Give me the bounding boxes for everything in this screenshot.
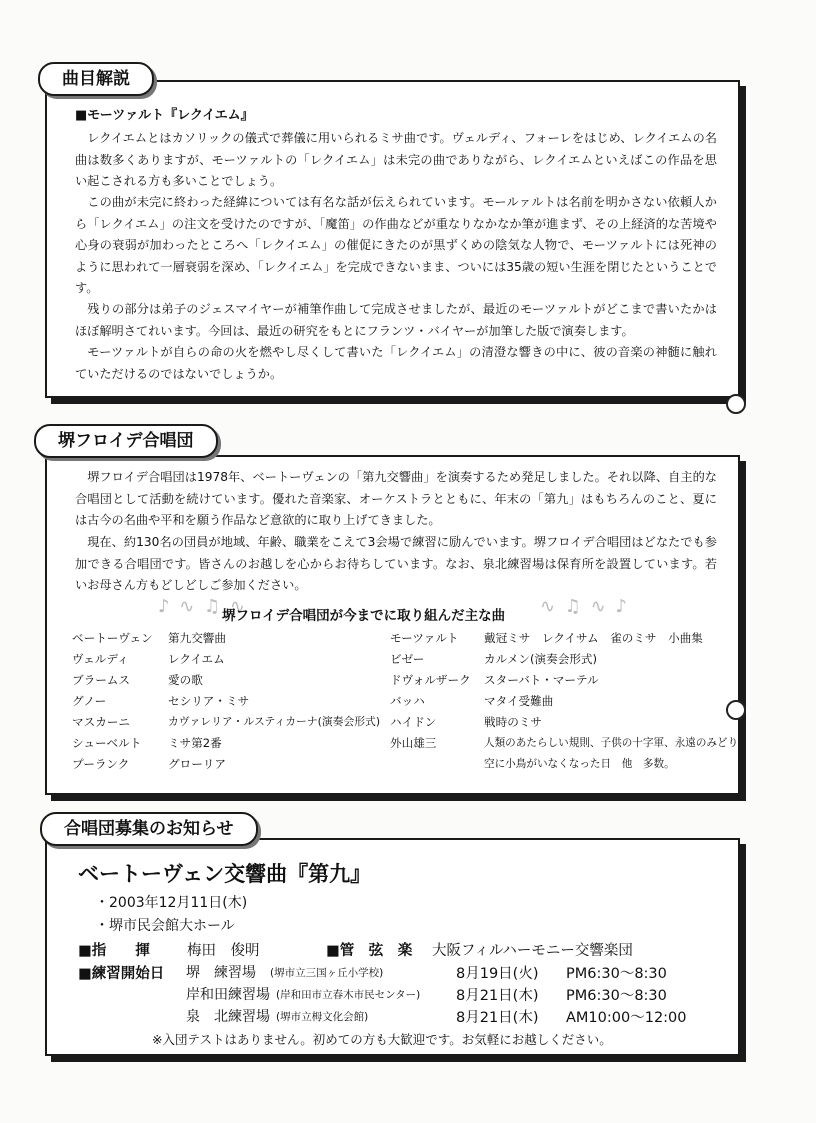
footer-note: ※入団テストはありません。初めての方も大歓迎です。お気軽にお越しください。: [152, 1032, 612, 1047]
repertoire-works: 戦時のミサ: [484, 715, 542, 729]
repertoire-works: グローリア: [168, 757, 226, 771]
repertoire-composer: ブラームス: [72, 673, 130, 687]
orchestra-label: ■管 弦 楽: [326, 943, 413, 959]
repertoire-works: 戴冠ミサ レクイサム 雀のミサ 小曲集: [484, 631, 703, 645]
subheading-mozart-requiem: ■モーツァルト『レクイエム』: [75, 108, 254, 123]
repertoire-composer: ドヴォルザーク: [390, 673, 471, 687]
paragraph: 残りの部分は弟子のジェスマイヤーが補筆作曲して完成させましたが、最近のモーツァルトがどこまで書いたかはほぼ解明さてれいます。今回は、最近の研究をもとにフランツ・バイヤーが加筆した版で演奏します。: [75, 302, 717, 338]
repertoire-works: カルメン(演奏会形式): [484, 652, 598, 666]
repertoire-composer: モーツァルト: [390, 631, 459, 645]
paragraph: この曲が未完に終わった経緯については有名な話が伝えられています。モールァルトは名前を明かさない依頼人から「レクイエム」の注文を受けたのですが、「魔笛」の作曲などが重なりなかなか筆が進まず、その上経済的な苦境や心身の衰弱が加わったところへ「レクイエム」の催促にきたのが黒ずくめの陰気な人物で、モーツァルトには死神のように思われて一層衰弱を深め、「レクイエム」を完成できないまま、ついには35歳の短い生涯を閉じたということです。: [75, 195, 717, 296]
practice-label: ■練習開始日: [78, 966, 165, 982]
practice-detail: (堺市立栂文化会館): [276, 1011, 369, 1023]
repertoire-composer: ビゼー: [390, 652, 425, 666]
repertoire-composer: バッハ: [390, 694, 425, 708]
repertoire-composer: グノー: [72, 694, 107, 708]
practice-detail: (堺市立三国ヶ丘小学校): [270, 967, 384, 979]
music-note-decoration: ∿ ♫ ∿ ♪: [540, 596, 629, 617]
practice-place: 泉 北練習場: [186, 1009, 270, 1025]
conductor-name: 梅田 俊明: [187, 943, 260, 959]
section-tag-commentary: 曲目解説: [38, 62, 154, 96]
section-tag-recruitment: 合唱団募集のお知らせ: [40, 812, 258, 846]
repertoire-works: 空に小鳥がいなくなった日 他 多数。: [484, 758, 675, 770]
concert-date: ・2003年12月11日(木): [95, 895, 248, 911]
repertoire-title: 堺フロイデ合唱団が今までに取り組んだ主な曲: [222, 608, 506, 624]
repertoire-works: 愛の歌: [168, 673, 203, 687]
practice-time: PM6:30～8:30: [566, 988, 667, 1004]
music-note-decoration: ♪ ∿ ♫ ∿: [158, 596, 247, 617]
practice-place: 堺 練習場: [186, 965, 256, 981]
repertoire-works: カヴァレリア・ルスティカーナ(演奏会形式): [168, 715, 381, 728]
repertoire-works: レクイエム: [168, 652, 225, 666]
repertoire-works: 第九交響曲: [168, 631, 226, 645]
practice-date: 8月21日(木): [456, 1010, 539, 1026]
repertoire-works: マタイ受難曲: [484, 694, 554, 708]
repertoire-works: スターバト・マーテル: [484, 673, 599, 687]
section-tag-choir: 堺フロイデ合唱団: [34, 424, 218, 458]
paragraph: 現在、約130名の団員が地域、年齢、職業をこえて3会場で練習に励んでいます。堺フロイデ合唱団はどなたでも参加できる合唱団です。皆さんのお越しを心からお待ちしています。なお、泉北練習場は保育所を設置しています。若いお母さん方もどしどしご参加ください。: [75, 535, 717, 593]
concert-title: ベートーヴェン交響曲『第九』: [78, 862, 372, 886]
orchestra-name: 大阪フィルハーモニー交響楽団: [432, 943, 633, 959]
paragraph: 堺フロイデ合唱団は1978年、ベートーヴェンの「第九交響曲」を演奏するため発足しました。それ以降、自主的な合唱団として活動を続けています。優れた音楽家、オーケストラとともに、年末の「第九」はもちろんのこと、夏には古今の名曲や平和を願う作品など意欲的に取り上げてきました。: [75, 470, 717, 528]
practice-time: PM6:30～8:30: [566, 966, 667, 982]
practice-time: AM10:00～12:00: [566, 1010, 687, 1026]
repertoire-composer: ハイドン: [390, 715, 437, 729]
conductor-label: ■指 揮: [78, 943, 150, 959]
repertoire-works: セシリア・ミサ: [168, 694, 250, 708]
paragraph: モーツァルトが自らの命の火を燃やし尽くして書いた「レクイエム」の清澄な響きの中に、彼の音楽の神髄に触れていただけるのではないでしょうか。: [75, 345, 717, 381]
repertoire-composer: 外山雄三: [390, 736, 437, 750]
practice-date: 8月21日(木): [456, 988, 539, 1004]
repertoire-composer: ヴェルディ: [72, 652, 129, 666]
practice-date: 8月19日(火): [456, 966, 539, 982]
repertoire-works: 人類のあたらしい規則、子供の十字軍、永遠のみどり: [484, 737, 739, 749]
repertoire-works: ミサ第2番: [168, 736, 222, 750]
practice-place: 岸和田練習場: [186, 987, 270, 1003]
repertoire-composer: マスカーニ: [72, 715, 130, 729]
concert-venue: ・堺市民会館大ホール: [95, 918, 235, 934]
repertoire-composer: ベートーヴェン: [72, 631, 153, 645]
paragraph: レクイエムとはカソリックの儀式で葬儀に用いられるミサ曲です。ヴェルディ、フォーレをはじめ、レクイエムの名曲は数多くありますが、モーツァルトの「レクイエム」は未完の曲でありながら、レクイエムといえばこの作品を思い起こされる方も多いことでしょう。: [75, 131, 717, 189]
repertoire-composer: シューベルト: [72, 736, 142, 750]
scroll-curl-decoration: [726, 394, 746, 414]
repertoire-composer: プーランク: [72, 757, 130, 771]
practice-detail: (岸和田市立春木市民センター): [276, 989, 421, 1001]
scroll-curl-decoration: [726, 700, 746, 720]
